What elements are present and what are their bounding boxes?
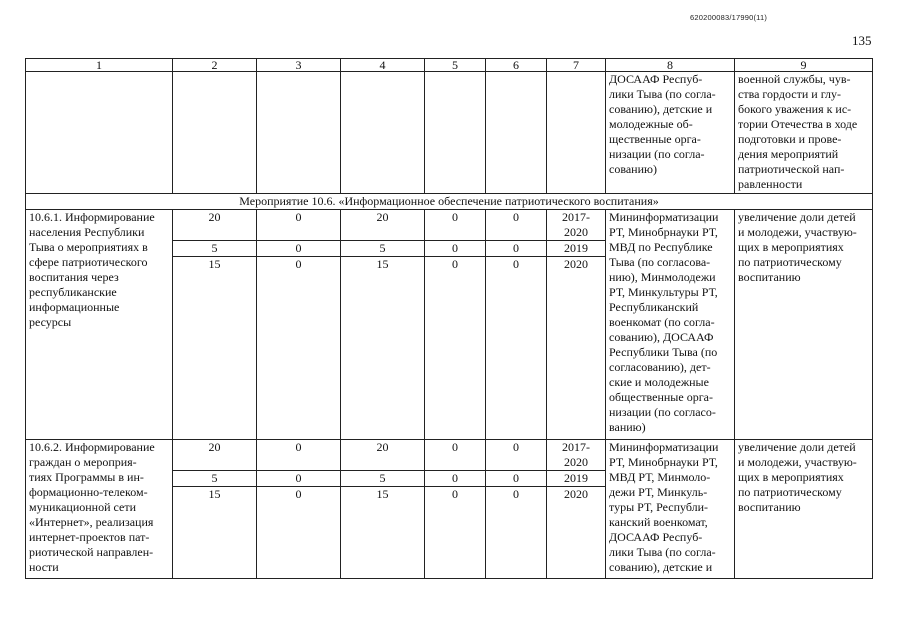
expected-result: увеличение доли детей и молодежи, участвую- щих в мероприятиях по патриотическому воспитанию [735, 440, 873, 579]
funding-federal: 0 [257, 440, 341, 471]
cont-cell-4 [341, 72, 425, 194]
funding-local: 0 [425, 257, 486, 440]
funding-local: 0 [425, 210, 486, 241]
expected-result: увеличение доли детей и молодежи, участвую- щих в мероприятиях по патриотическому воспитанию [735, 210, 873, 440]
funding-extra: 0 [486, 471, 547, 487]
cont-cell-3 [257, 72, 341, 194]
funding-federal: 0 [257, 257, 341, 440]
cont-cell-6 [486, 72, 547, 194]
funding-total: 20 [173, 210, 257, 241]
activities-table [25, 58, 873, 579]
period: 2020 [547, 487, 606, 579]
cont-result: военной службы, чув- ства гордости и глу- бокого уважения к ис- тории Отечества в ходе подготовки и прове- дения мероприятий патриотической нап- равленности [735, 72, 873, 194]
cont-cell-1 [26, 72, 173, 194]
funding-total: 15 [173, 257, 257, 440]
activity-name: 10.6.2. Информирование граждан о мероприя- тиях Программы в ин- формационно-телеком- муникационной сети «Интернет», реализация интернет-проектов пат- риотической направлен- ности [26, 440, 173, 579]
period: 2019 [547, 471, 606, 487]
funding-extra: 0 [486, 487, 547, 579]
funding-local: 0 [425, 487, 486, 579]
col-num-2: 2 [173, 59, 257, 72]
funding-local: 0 [425, 471, 486, 487]
period: 2017- 2020 [547, 210, 606, 241]
funding-total: 5 [173, 471, 257, 487]
funding-total: 15 [173, 487, 257, 579]
cont-executors: ДОСААФ Респуб- лики Тыва (по согла- сованию), детские и молодежные об- щественные орга- низации (по согла- сованию) [606, 72, 735, 194]
executors: Мининформатизации РТ, Минобрнауки РТ, МВД по Республике Тыва (по согласова- нию), Минмолодежи РТ, Минкультуры РТ, Республиканский военкомат (по согла- сованию), ДОСААФ Республики Тыва (по согласованию), дет- ские и молодежные общественные орга- низации (по согласо- ванию) [606, 210, 735, 440]
funding-regional: 5 [341, 241, 425, 257]
funding-extra: 0 [486, 440, 547, 471]
funding-total: 20 [173, 440, 257, 471]
table-row [26, 210, 873, 241]
column-number-row [26, 59, 873, 72]
page-number: 135 [852, 33, 872, 48]
funding-local: 0 [425, 241, 486, 257]
cont-cell-7 [547, 72, 606, 194]
period: 2019 [547, 241, 606, 257]
period: 2020 [547, 257, 606, 440]
col-num-3: 3 [257, 59, 341, 72]
continuation-row [26, 72, 873, 194]
col-num-4: 4 [341, 59, 425, 72]
funding-total: 5 [173, 241, 257, 257]
funding-federal: 0 [257, 241, 341, 257]
col-num-7: 7 [547, 59, 606, 72]
col-num-8: 8 [606, 59, 735, 72]
funding-federal: 0 [257, 471, 341, 487]
funding-regional: 15 [341, 257, 425, 440]
cont-cell-5 [425, 72, 486, 194]
funding-regional: 15 [341, 487, 425, 579]
funding-extra: 0 [486, 241, 547, 257]
cont-cell-2 [173, 72, 257, 194]
funding-federal: 0 [257, 210, 341, 241]
col-num-1: 1 [26, 59, 173, 72]
funding-regional: 20 [341, 210, 425, 241]
section-row [26, 194, 873, 210]
funding-extra: 0 [486, 257, 547, 440]
activity-name: 10.6.1. Информирование населения Республики Тыва о мероприятиях в сфере патриотического воспитания через республиканские информационные ресурсы [26, 210, 173, 440]
period: 2017- 2020 [547, 440, 606, 471]
funding-local: 0 [425, 440, 486, 471]
funding-extra: 0 [486, 210, 547, 241]
section-title: Мероприятие 10.6. «Информационное обеспечение патриотического воспитания» [26, 194, 873, 210]
funding-regional: 5 [341, 471, 425, 487]
col-num-6: 6 [486, 59, 547, 72]
col-num-5: 5 [425, 59, 486, 72]
table-row [26, 440, 873, 471]
executors: Мининформатизации РТ, Минобрнауки РТ, МВД РТ, Минмоло- дежи РТ, Минкуль- туры РТ, Республи- канский военкомат, ДОСААФ Респуб- лики Тыва (по согла- сованию), детские и [606, 440, 735, 579]
col-num-9: 9 [735, 59, 873, 72]
funding-federal: 0 [257, 487, 341, 579]
document-code: 620200083/17990(11) [690, 13, 768, 22]
funding-regional: 20 [341, 440, 425, 471]
